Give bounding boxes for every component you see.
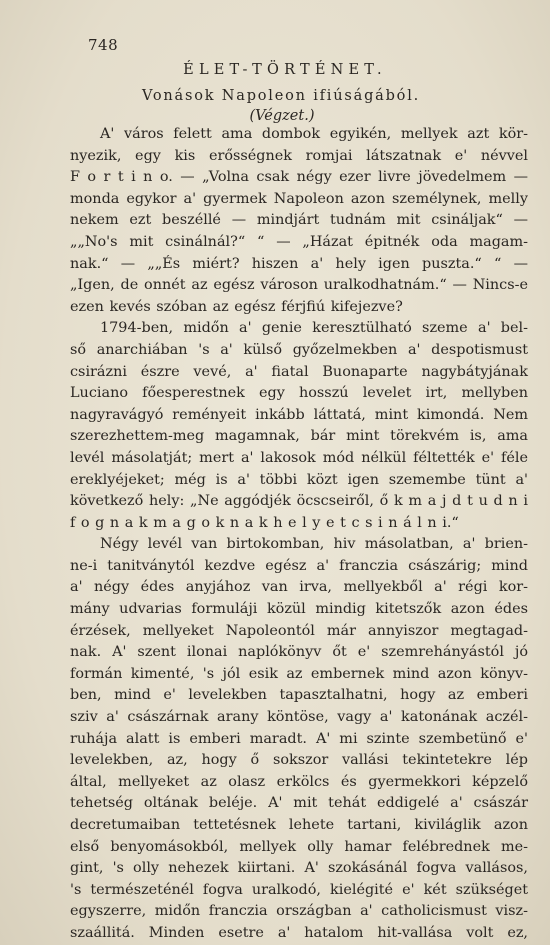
text-line: következő hely: „Ne aggódjék öcscseiről, ő k m a j d t u d n i — [70, 493, 528, 510]
text-line: „„No's mit csinálnál?“ “ — „Házat épitnék oda magam- — [70, 233, 528, 250]
text-line: nyezik, egy kis erősségnek romjai látszatnak e' névvel — [70, 147, 528, 164]
continuation-note: (Végzet.) — [249, 108, 315, 124]
text-line: Luciano főesperestnek egy hosszú levelet irt, mellyben — [70, 385, 528, 402]
text-line: F o r t i n o. — „Volna csak négy ezer livre jövedelmem — — [70, 169, 528, 186]
text-line: nak.“ — „„És miért? hiszen a' hely igen puszta.“ “ — — [70, 255, 528, 272]
text-line: által, mellyeket az olasz erkölcs és gyermekkori képzelő — [70, 773, 528, 790]
text-line: a' négy édes anyjához van irva, mellyekből a' régi kor- — [70, 579, 528, 596]
body-text — [70, 124, 528, 945]
text-line: ezen kevés szóban az egész férjfiú kifejezve? — [70, 298, 403, 315]
chapter-title: ÉLET-TÖRTÉNET. — [183, 62, 387, 78]
text-line: monda egykor a' gyermek Napoleon azon személynek, melly — [70, 190, 528, 207]
text-line: ne-i tanitványtól kezdve egész a' franczia császárig; mind — [70, 557, 528, 574]
page-number: 748 — [88, 36, 119, 54]
text-line: Négy levél van birtokomban, hiv másolatban, a' brien- — [100, 536, 528, 553]
text-line: szerezhettem-meg magamnak, bár mint törekvém is, ama — [70, 428, 528, 445]
text-line: nekem ezt beszéllé — mindjárt tudnám mit csináljak“ — — [70, 212, 528, 229]
text-line: sziv a' császárnak arany köntöse, vagy a' katonának aczél- — [70, 709, 528, 726]
text-line: levelekben, az, hogy ő sokszor vallási tekintetekre lép — [70, 752, 528, 769]
text-line: 's természeténél fogva uralkodó, kielégité e' két szükséget — [70, 881, 528, 898]
text-line: egyszerre, midőn franczia országban a' catholicismust visz- — [70, 903, 528, 920]
text-line: formán kimenté, 's jól esik az embernek mind azon könyv- — [70, 665, 528, 682]
text-line: f o g n a k m a g o k n a k h e l y e t c s i n á l n i.“ — [70, 514, 459, 531]
text-line: csirázni észre vevé, a' fiatal Buonaparte nagybátyjának — [70, 363, 528, 380]
text-line: nak. A' szent ilonai naplókönyv őt e' szemrehányástól jó — [70, 644, 528, 661]
text-line: A' város felett ama dombok egyikén, mellyek azt kör- — [100, 126, 528, 142]
text-line: tehetség oltának beléje. A' mit tehát eddigelé a' császár — [70, 795, 528, 812]
text-line: ben, mind e' levelekben tapasztalhatni, hogy az emberi — [70, 687, 528, 704]
text-line: 1794-ben, midőn a' genie keresztülható szeme a' bel- — [100, 320, 528, 337]
text-line: gint, 's olly nehezek kiirtani. A' szokásánál fogva vallásos, — [70, 860, 528, 877]
text-line: „Igen, de onnét az egész városon uralkodhatnám.“ — Nincs-e — [70, 277, 528, 294]
text-line: érzések, mellyeket Napoleontól már annyiszor megtagad- — [70, 622, 528, 639]
chapter-subtitle: Vonások Napoleon ifiúságából. — [141, 88, 421, 104]
text-line: szaállitá. Minden esetre a' hatalom hit-vallása volt ez, — [70, 924, 528, 941]
text-line: decretumaiban tettetésnek lehete tartani, kiviláglik azon — [70, 817, 528, 833]
text-line: ső anarchiában 's a' külső győzelmekben a' despotismust — [70, 341, 528, 358]
text-line: ruhája alatt is emberi maradt. A' mi szinte szembetünő e' — [70, 730, 528, 747]
text-line: ereklyéjeket; még is a' többi közt igen szemembe tünt a' — [70, 471, 528, 488]
text-line: levél másolatját; mert a' lakosok mód nélkül féltették e' féle — [70, 449, 528, 466]
text-line: nagyravágyó reményeit inkább láttatá, mint kimondá. Nem — [70, 406, 528, 423]
text-line: első benyomásokból, mellyek olly hamar felébrednek me- — [70, 838, 528, 855]
text-line: mány udvarias formuláji közül mindig kitetszők azon édes — [70, 601, 528, 618]
